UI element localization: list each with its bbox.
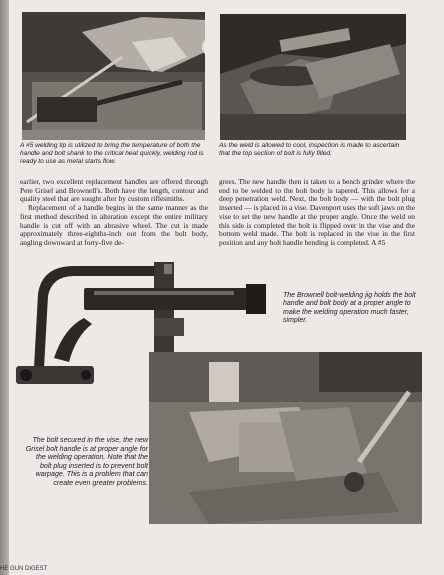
photo-welding-torch (22, 12, 205, 140)
caption-top-left: A #5 welding tip is utilized to bring the temperature of both the handle and bolt shank to the critical heat quickly, welding rod is ready to use as metal starts flow. (20, 142, 204, 165)
article-paragraph: Replacement of a handle begins in the same manner as the first method described in alteration except the entire military handle is cut off with an abrasive wheel. The cut is made approximately three-eighths-inch out from the bolt body, angling downward at forty-five de- (20, 203, 208, 247)
background-edge (0, 0, 9, 575)
article-column-left (20, 178, 208, 248)
article-column-right (219, 178, 415, 248)
photo-weld-inspection (220, 14, 406, 140)
caption-top-right: As the weld is allowed to cool, inspection is made to ascertain that the top section of bolt is fully filled. (219, 142, 400, 157)
caption-vise: The bolt secured in the vise, the new Grisel bolt handle is at proper angle for the welding operation. Note that the bolt plug inserted is to prevent bolt warpage. This is a problem that can create even greater problems. (25, 436, 148, 487)
caption-jig: The Brownell bolt-welding jig holds the bolt handle and bolt body at a proper angle to make the welding operation much faster, simpler. (283, 292, 416, 325)
article-paragraph: earlier, two excellent replacement handles are offered through Pete Grisel and Brownell's. Both have the length, contour and quality steel that are sought after by custom riflesmiths. (20, 177, 208, 204)
photo-bolt-in-vise (149, 352, 422, 524)
footer-running-title: HE GUN DIGEST (0, 566, 48, 572)
article-paragraph: grees. The new handle then is taken to a bench grinder where the end to be welded to the bolt body is tapered. This allows for a deep penetration weld. Next, the bolt body — with the bolt plug inserted — is placed in a vise. Davenport uses the soft jaws on the vise to set the new handle at the proper angle. Once the weld on this side is completed the bolt is flipped over in the vise and the bottom weld made. The bolt is replaced in the vise in the first position and any bolt handle bending is completed. A #5 (219, 177, 415, 247)
